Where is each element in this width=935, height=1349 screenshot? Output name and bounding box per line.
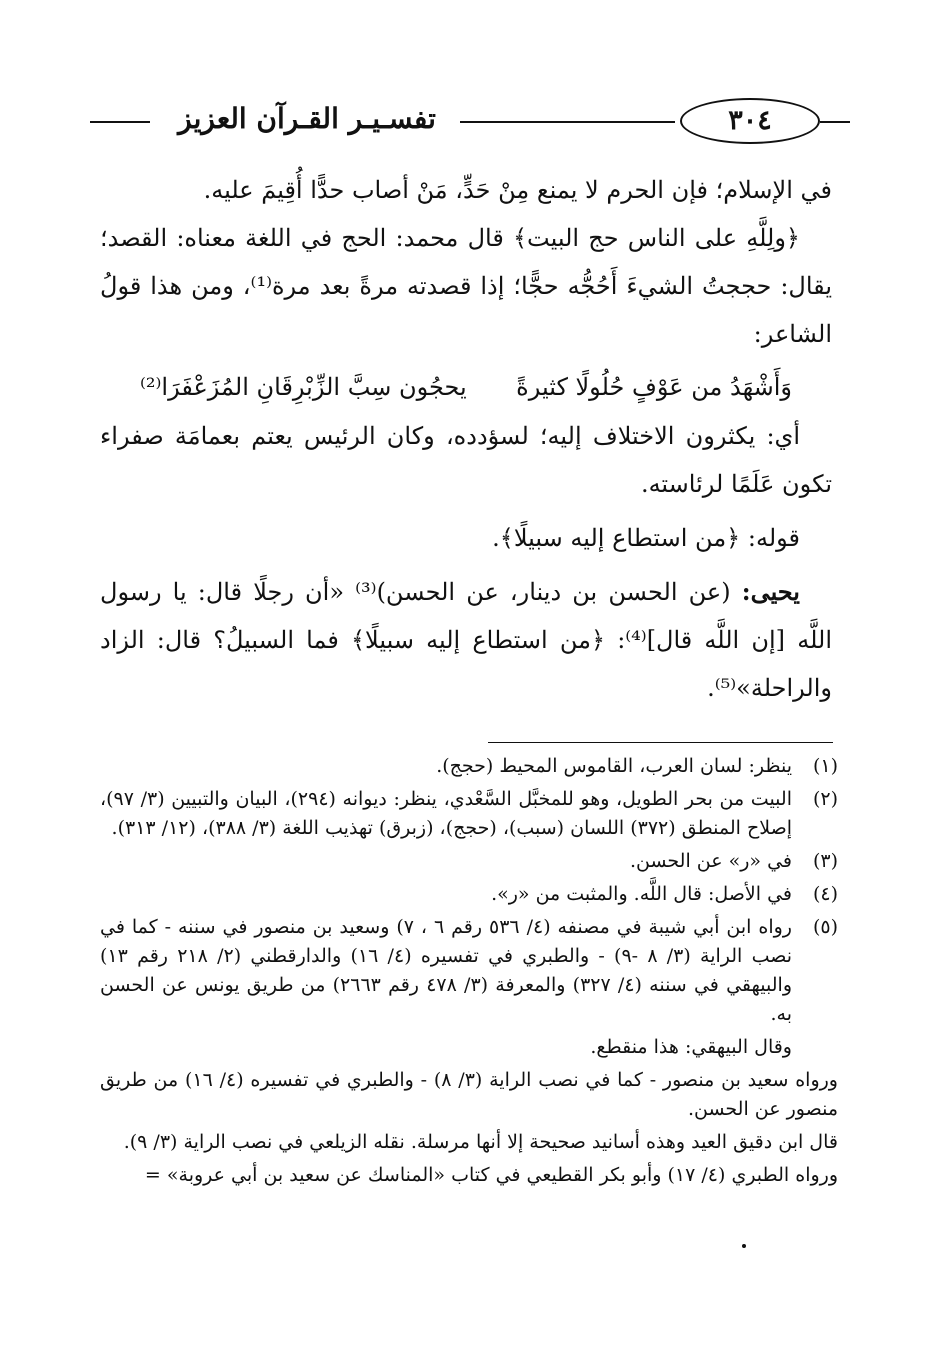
footnote [100, 913, 838, 1029]
footnote-continuation: ورواه الطبري (٤/ ١٧) وأبو بكر القطيعي في كتاب «المناسك عن سعيد بن أبي عروبة» = [144, 1164, 838, 1186]
footnote [100, 752, 838, 781]
footnote-number: (٢) [812, 788, 838, 810]
header-rule [460, 121, 675, 123]
paragraph: ﴿ولِلَّهِ على الناس حج البيت﴾ قال محمد: الحج في اللغة معناه: القصد؛ يقال: حججتُ الشيءَ أَحُجُّه حجًّا؛ إذا قصدته مرةً بعد مرة⁽¹⁾، ومن هذا قولُ الشاعر: [100, 224, 832, 348]
footnote-text: رواه ابن أبي شيبة في مصنفه (٤/ ٥٣٦ رقم ٦ ، ٧) وسعيد بن منصور في سننه - كما في نصب الراية (٣/ ٨ -٩) - والطبري في تفسيره (٤/ ١٦) والدارقطني (٢/ ٢١٨ رقم ١٣) والبيهقي في سننه (٤/ ٣٢٧) والمعرفة (٣/ ٤٧٨ رقم ٢٦٦٣) من طريق يونس عن الحسن به. [100, 916, 792, 1025]
verse-first-hemistich: وَأَشْهَدُ من عَوْفٍ حُلُولًا كثيرةً [516, 373, 792, 401]
page-header [60, 96, 850, 156]
footnote [100, 847, 838, 876]
paragraph: في الإسلام؛ فإن الحرم لا يمنع مِنْ حَدٍّ، مَنْ أصاب حدًّا أُقِيمَ عليه. [203, 176, 832, 204]
poem-verse [100, 362, 832, 412]
footnote-number: (٣) [812, 850, 838, 872]
verse-second-hemistich: يحجُون سِبَّ الزِّبْرِقَانِ المُزَعْفَرَا⁽²⁾ [140, 373, 467, 401]
running-title: تفسـيـر القـرآن العزيز [178, 102, 436, 135]
footnote-number: (٥) [812, 916, 838, 938]
paragraph [100, 568, 832, 712]
footnote-number: (٤) [812, 883, 838, 905]
page-number: ٣٠٤ [680, 98, 820, 144]
footnote-text: في «ر» عن الحسن. [629, 850, 792, 872]
footnote-text: ينظر: لسان العرب، القاموس المحيط (حجج). [436, 755, 792, 777]
paragraph: قوله: ﴿من استطاع إليه سبيلًا﴾. [492, 524, 800, 552]
footnote-text: في الأصل: قال اللَّه. والمثبت من «ر». [491, 883, 792, 905]
narrator-label: يحيى: [741, 577, 800, 606]
footnote-number: (١) [812, 755, 838, 777]
footnote-separator [488, 742, 833, 743]
narration-text: (عن الحسن بن دينار، عن الحسن)⁽³⁾ «أن رجلًا قال: يا رسول اللَّه [إن اللَّه قال]⁽⁴⁾: ﴿من استطاع إليه سبيلًا﴾ فما السبيلُ؟ قال: الزاد والراحلة»⁽⁵⁾. [100, 578, 832, 702]
footnotes [100, 752, 838, 1194]
footnote-continuation: ورواه سعيد بن منصور - كما في نصب الراية (٣/ ٨) - والطبري في تفسيره (٤/ ١٦) من طريق منصور عن الحسن. [100, 1069, 838, 1120]
footnote [100, 785, 838, 843]
footnote-text: البيت من بحر الطويل، وهو للمخبَّل السَّعْدي، ينظر: ديوانه (٢٩٤)، البيان والتبيين (٣/ ٩٧)، إصلاح المنطق (٣٧٢) اللسان (سبب)، (حجج)، (زبرق) تهذيب اللغة (٣/ ٣٨٨)، (١٢/ ٣١٣). [100, 788, 792, 839]
page-mark [742, 1244, 746, 1248]
footnote [100, 880, 838, 909]
footnote-continuation: قال ابن دقيق العيد وهذه أسانيد صحيحة إلا أنها مرسلة. نقله الزيلعي في نصب الراية (٣/ ٩). [123, 1131, 838, 1153]
header-rule [90, 121, 150, 123]
footnote-continuation: وقال البيهقي: هذا منقطع. [590, 1036, 792, 1058]
paragraph: أي: يكثرون الاختلاف إليه؛ لسؤدده، وكان الرئيس يعتم بعمامَة صفراء تكون عَلَمًا لرئاسته. [100, 422, 832, 498]
header-rule [820, 121, 850, 123]
main-text [100, 166, 832, 712]
